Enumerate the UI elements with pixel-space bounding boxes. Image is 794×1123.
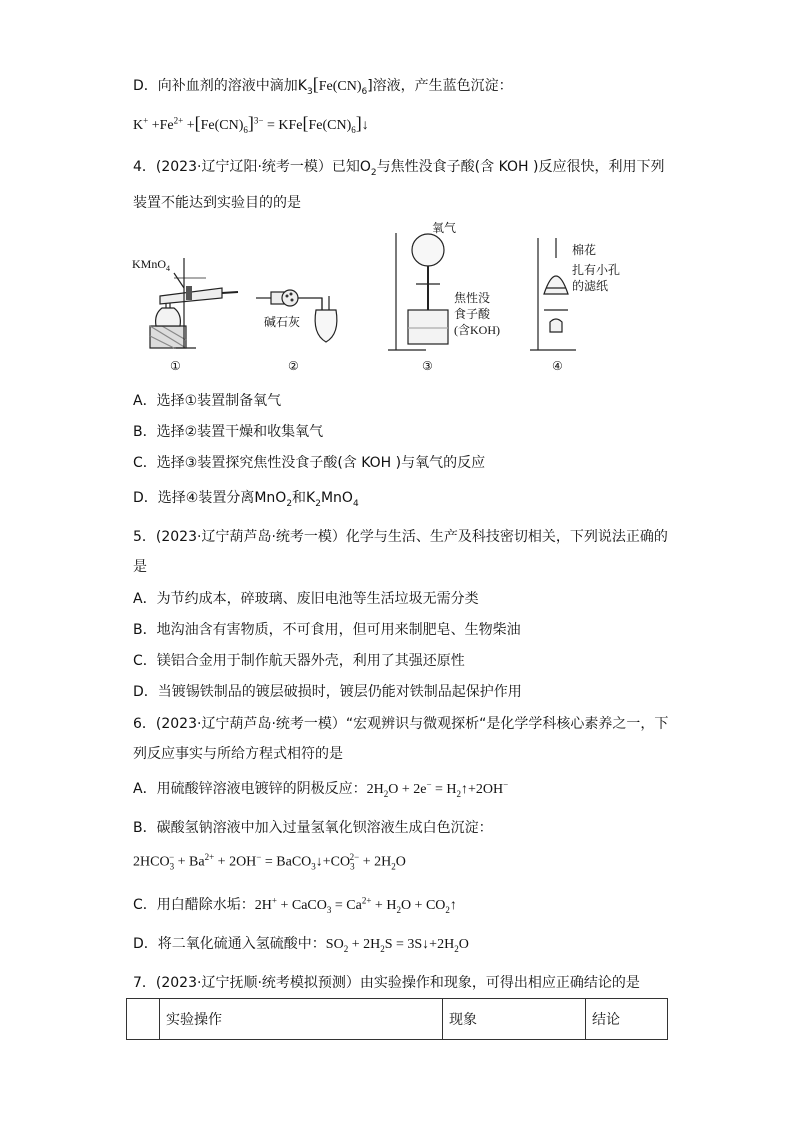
q4d-c: MnO — [320, 490, 353, 506]
apparatus-3 — [388, 220, 500, 350]
eq-fe-charge: 2+ — [173, 115, 184, 126]
eq-bracket-3: [ — [302, 113, 309, 133]
svg-text:碱石灰: 碱石灰 — [264, 315, 301, 329]
q6-option-c[interactable] — [133, 894, 457, 915]
q6a-eq: $2H_2O + 2e^-$ = $H_2↑+2OH^-$ — [366, 779, 509, 799]
eq-fe: +Fe — [151, 118, 174, 133]
svg-text:焦性没: 焦性没 — [454, 291, 491, 305]
q3d-formula-sub: 6 — [361, 86, 368, 97]
apparatus-figure — [126, 218, 621, 378]
eq-k: K — [133, 118, 144, 133]
table-header-row — [127, 999, 668, 1040]
svg-text:氧气: 氧气 — [432, 221, 457, 235]
q6-option-b-equation: $2HCO_3^- + Ba^{2+} + 2OH^-$ = $BaCO_3↓+CO_3^{2-} + 2H_2O$ — [133, 852, 406, 872]
eq-fecn-charge: 3− — [253, 115, 264, 126]
q5-option-c[interactable]: C．镁铝合金用于制作航天器外壳，利用了其强还原性 — [133, 653, 465, 669]
q3d-text: D．向补血剂的溶液中滴加K — [133, 78, 307, 94]
eq-bracket-1: [ — [194, 113, 201, 133]
eq-arrow: ↓ — [361, 118, 369, 133]
q5-option-a[interactable]: A．为节约成本，碎玻璃、废旧电池等生活垃圾无需分类 — [133, 591, 479, 607]
q3-option-d — [133, 74, 513, 97]
q6d-eq: $SO_2 + 2H_2S$ = $3S↓+2H_2O$ — [325, 937, 469, 954]
apparatus-1 — [132, 257, 238, 348]
eq-product: = KFe — [266, 118, 303, 133]
q6c-text: C．用白醋除水垢： — [133, 897, 255, 913]
q4-option-a[interactable]: A．选择①装置制备氧气 — [133, 393, 282, 409]
q4-option-d[interactable] — [133, 487, 359, 509]
q4-stem-line1 — [133, 156, 664, 178]
q7-stem: 7．(2023·辽宁抚顺·统考模拟预测）由实验操作和现象，可得出相应正确结论的是 — [133, 975, 640, 991]
q6d-text: D．将二氧化硫通入氢硫酸中： — [133, 936, 326, 952]
q4-option-b[interactable]: B．选择②装置干燥和收集氧气 — [133, 424, 324, 440]
apparatus-2 — [256, 290, 337, 342]
q4d-a: D．选择④装置分离MnO — [133, 490, 287, 506]
q3-equation — [133, 113, 369, 135]
q4-option-c[interactable]: C．选择③装置探究焦性没食子酸(含 KOH )与氧气的反应 — [133, 455, 486, 471]
eq-fecn: Fe(CN) — [200, 118, 244, 133]
q4d-sub2: 2 — [315, 498, 321, 509]
q4-stem-b: 与焦性没食子酸(含 KOH )反应很快，利用下列 — [376, 159, 665, 175]
eq-k-charge: + — [143, 115, 149, 126]
q6-option-a[interactable] — [133, 778, 508, 799]
eq-bracket-4: ] — [355, 113, 362, 133]
label-1: ① — [170, 359, 181, 373]
q6-stem-line2: 列反应事实与所给方程式相符的是 — [133, 746, 343, 762]
q6c-eq: 2H+ + CaCO$_3$ = $Ca^{2+} + H_2O$ + $CO_2↑$ — [254, 895, 457, 915]
eq-bracket-2: ] — [247, 113, 254, 133]
svg-text:棉花: 棉花 — [572, 243, 597, 257]
q4d-b: 和K — [292, 490, 316, 506]
q5-stem-line1: 5．(2023·辽宁葫芦岛·统考一模）化学与生活、生产及科技密切相关，下列说法正确的 — [133, 529, 668, 545]
svg-text:扎有小孔: 扎有小孔 — [572, 263, 621, 277]
q6-option-b[interactable]: B．碳酸氢钠溶液中加入过量氢氧化钡溶液生成白色沉淀： — [133, 820, 493, 836]
eq-product-sub: 6 — [351, 124, 356, 135]
eq-plus: + — [186, 118, 195, 133]
table-header-conclusion: 结论 — [586, 999, 668, 1040]
eq-product-fecn: Fe(CN) — [308, 118, 352, 133]
eq-fecn-sub: 6 — [243, 124, 248, 135]
label-3: ③ — [422, 359, 433, 373]
q5-stem-line2: 是 — [133, 559, 147, 575]
q3d-sub: 3 — [306, 86, 313, 97]
apparatus-4 — [530, 238, 620, 350]
q3d-formula: Fe(CN) — [318, 79, 362, 94]
q6-option-d[interactable] — [133, 933, 469, 954]
q6a-text: A．用硫酸锌溶液电镀锌的阴极反应： — [133, 781, 367, 797]
table-header-phenomenon: 现象 — [443, 999, 586, 1040]
svg-text:KMnO4: KMnO$_4$ — [132, 257, 171, 273]
q5-option-b[interactable]: B．地沟油含有害物质，不可食用，但可用来制肥皂、生物柴油 — [133, 622, 521, 638]
label-4: ④ — [552, 359, 563, 373]
label-2: ② — [288, 359, 299, 373]
svg-text:食子酸: 食子酸 — [454, 307, 491, 321]
q4-stem-sub: 2 — [370, 167, 377, 178]
q4-stem-line2: 装置不能达到实验目的的是 — [133, 195, 301, 211]
q6-stem-line1: 6．(2023·辽宁葫芦岛·统考一模）“宏观辨识与微观探析“是化学学科核心素养之一，下 — [133, 716, 669, 732]
q4-stem-a: 4．(2023·辽宁辽阳·统考一模）已知O — [133, 159, 371, 175]
experiment-table — [126, 998, 668, 1040]
table-header-operation: 实验操作 — [160, 999, 443, 1040]
bracket-open: [ — [312, 74, 319, 94]
q3d-text2: ]溶液，产生蓝色沉淀： — [367, 78, 513, 94]
q4d-sub1: 2 — [286, 498, 293, 509]
svg-text:的滤纸: 的滤纸 — [572, 279, 609, 293]
q4d-sub3: 4 — [352, 498, 359, 509]
q5-option-d[interactable]: D．当镀锡铁制品的镀层破损时，镀层仍能对铁制品起保护作用 — [133, 684, 522, 700]
svg-text:(含KOH): (含KOH) — [454, 323, 500, 337]
table-header-index — [127, 999, 160, 1040]
